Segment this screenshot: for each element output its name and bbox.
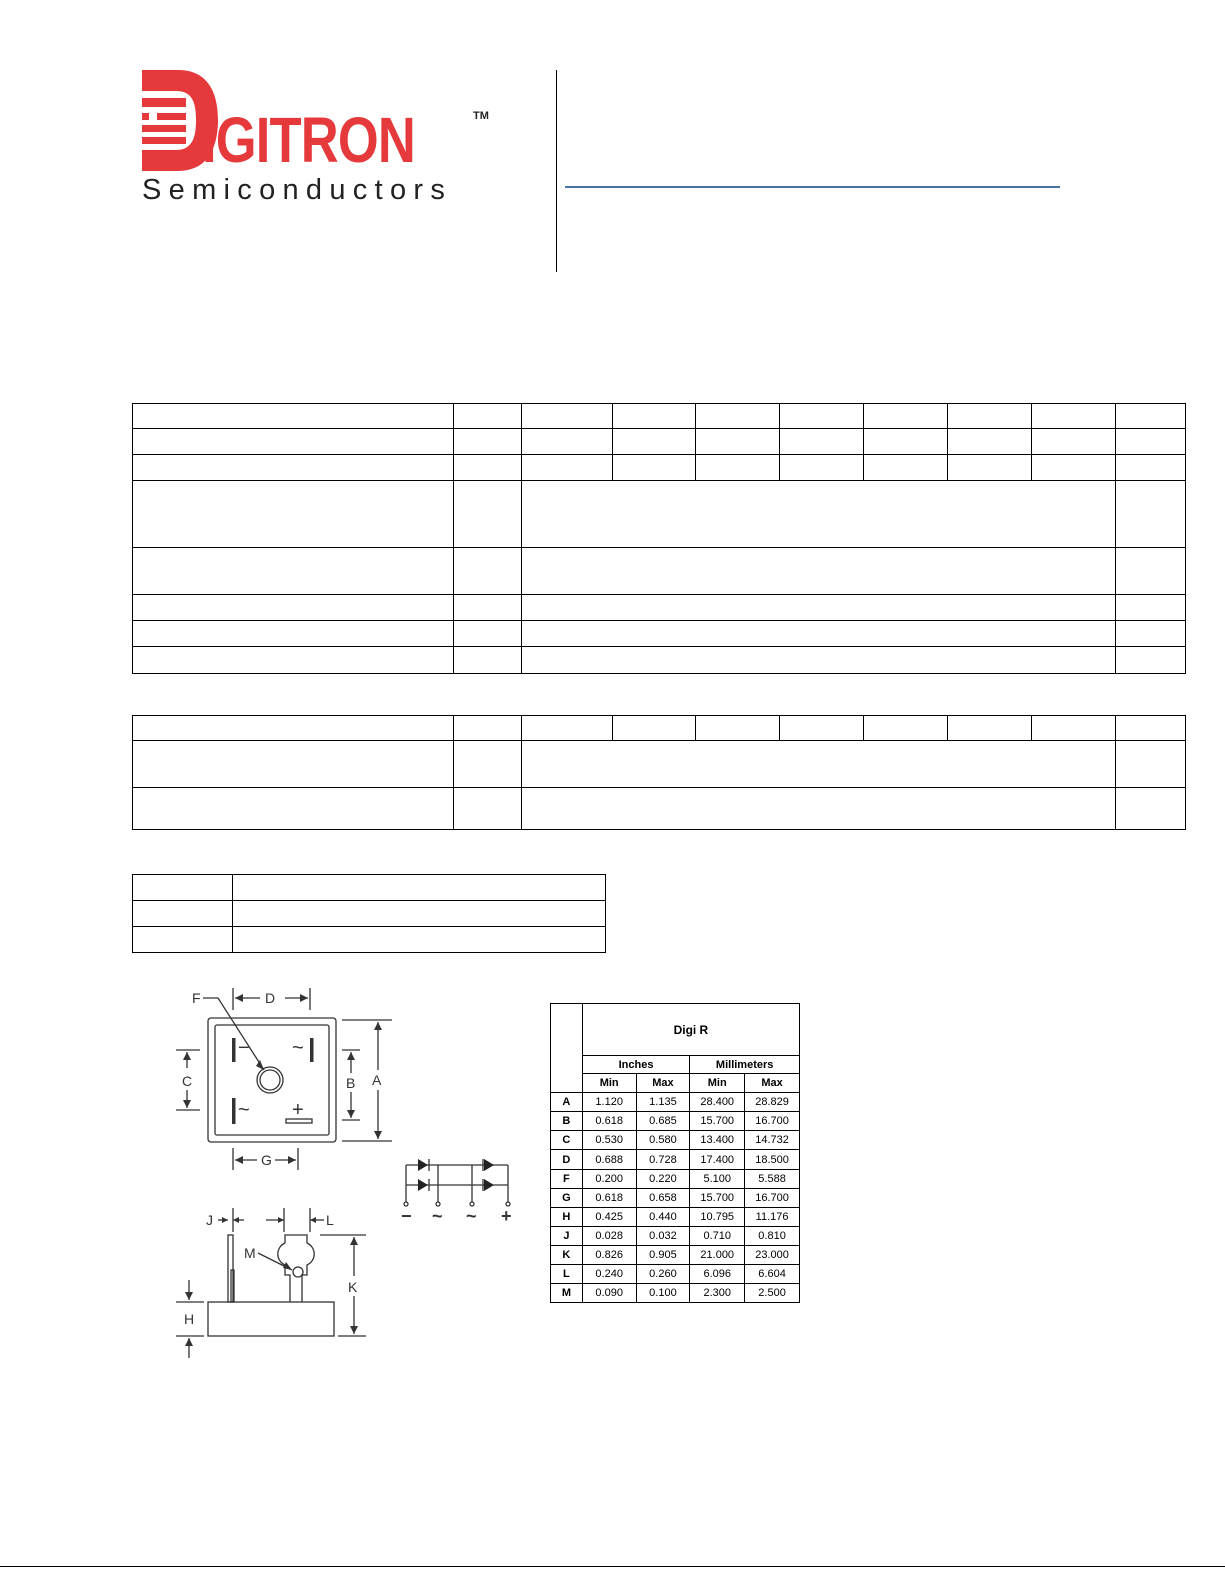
dimension-letter-cell: K bbox=[551, 1245, 583, 1264]
title-underline bbox=[565, 186, 1060, 188]
dimension-letter-cell: M bbox=[551, 1283, 583, 1302]
dim-m-label: M bbox=[244, 1245, 256, 1261]
dimension-letter-cell: D bbox=[551, 1150, 583, 1169]
table-row bbox=[133, 716, 1186, 741]
table-row bbox=[551, 1245, 800, 1264]
mm-min-cell: 15.700 bbox=[690, 1112, 745, 1131]
dim-a-label: A bbox=[372, 1072, 382, 1088]
mm-max-cell: 16.700 bbox=[745, 1112, 800, 1131]
dimension-letter-cell: H bbox=[551, 1207, 583, 1226]
diode-icon bbox=[484, 1159, 494, 1171]
mm-min-cell: 28.400 bbox=[690, 1093, 745, 1112]
dimension-letter-cell: F bbox=[551, 1169, 583, 1188]
table-row bbox=[133, 404, 1186, 429]
diode-icon bbox=[484, 1179, 494, 1191]
dimension-letter-cell: B bbox=[551, 1112, 583, 1131]
table-row bbox=[551, 1226, 800, 1245]
dimension-letter-cell: A bbox=[551, 1093, 583, 1112]
mm-min-cell: 10.795 bbox=[690, 1207, 745, 1226]
electrical-characteristics-table bbox=[132, 715, 1186, 830]
dim-g-label: G bbox=[261, 1152, 272, 1168]
dim-c-label: C bbox=[182, 1073, 193, 1089]
footer-rule bbox=[0, 1566, 1225, 1567]
inches-max-cell: 0.260 bbox=[636, 1264, 690, 1283]
dimension-letter-cell: J bbox=[551, 1226, 583, 1245]
mm-min-cell: 0.710 bbox=[690, 1226, 745, 1245]
blank-corner-cell bbox=[551, 1004, 583, 1093]
mm-max-cell: 6.604 bbox=[745, 1264, 800, 1283]
inches-max-cell: 1.135 bbox=[636, 1093, 690, 1112]
inches-max-cell: 0.685 bbox=[636, 1112, 690, 1131]
mm-min-cell: 15.700 bbox=[690, 1188, 745, 1207]
col-header-min: Min bbox=[582, 1074, 636, 1093]
table-row bbox=[133, 621, 1186, 647]
dim-l-label: L bbox=[326, 1212, 334, 1228]
dim-b-label: B bbox=[346, 1075, 356, 1091]
thermal-table bbox=[132, 874, 606, 953]
mm-max-cell: 5.588 bbox=[745, 1169, 800, 1188]
inches-min-cell: 0.826 bbox=[582, 1245, 636, 1264]
table-row bbox=[551, 1283, 800, 1302]
mm-max-cell: 2.500 bbox=[745, 1283, 800, 1302]
lead-ac-label: ~ bbox=[238, 1099, 250, 1121]
inches-max-cell: 0.440 bbox=[636, 1207, 690, 1226]
inches-min-cell: 0.530 bbox=[582, 1131, 636, 1150]
group-header-mm: Millimeters bbox=[690, 1056, 800, 1074]
table-row bbox=[133, 901, 606, 927]
logo-brand-text: IGITRON bbox=[202, 104, 415, 176]
inches-max-cell: 0.728 bbox=[636, 1150, 690, 1169]
package-outline-drawing bbox=[160, 980, 420, 1370]
col-header-min: Min bbox=[690, 1074, 745, 1093]
table-row bbox=[133, 481, 1186, 548]
inches-min-cell: 0.200 bbox=[582, 1169, 636, 1188]
dim-j-label: J bbox=[206, 1212, 213, 1228]
table-row bbox=[133, 741, 1186, 788]
table-row bbox=[133, 647, 1186, 674]
diode-icon bbox=[418, 1159, 428, 1171]
diode-icon bbox=[418, 1179, 428, 1191]
inches-max-cell: 0.100 bbox=[636, 1283, 690, 1302]
group-header-inches: Inches bbox=[582, 1056, 690, 1074]
table-row bbox=[133, 429, 1186, 455]
table-row bbox=[551, 1131, 800, 1150]
lead-minus-label: − bbox=[238, 1037, 250, 1059]
header-divider bbox=[556, 70, 557, 272]
table-row bbox=[551, 1150, 800, 1169]
inches-max-cell: 0.658 bbox=[636, 1188, 690, 1207]
inches-min-cell: 1.120 bbox=[582, 1093, 636, 1112]
dimension-letter-cell: C bbox=[551, 1131, 583, 1150]
inches-min-cell: 0.028 bbox=[582, 1226, 636, 1245]
table-row bbox=[551, 1207, 800, 1226]
bridge-rectifier-schematic bbox=[396, 1150, 522, 1230]
table-row bbox=[133, 875, 606, 901]
dim-k-label: K bbox=[348, 1279, 358, 1295]
dim-f-label: F bbox=[192, 990, 201, 1006]
table-row bbox=[551, 1112, 800, 1131]
table-row bbox=[551, 1264, 800, 1283]
dim-d-label: D bbox=[265, 990, 276, 1006]
mm-max-cell: 23.000 bbox=[745, 1245, 800, 1264]
col-header-max: Max bbox=[636, 1074, 690, 1093]
inches-min-cell: 0.618 bbox=[582, 1112, 636, 1131]
table-row bbox=[133, 548, 1186, 595]
terminal-ac-label: ~ bbox=[466, 1206, 477, 1226]
logo-trademark: TM bbox=[473, 110, 489, 122]
package-top-outer bbox=[208, 1018, 336, 1142]
lead-plus-label: + bbox=[292, 1099, 304, 1121]
inches-min-cell: 0.425 bbox=[582, 1207, 636, 1226]
mm-min-cell: 2.300 bbox=[690, 1283, 745, 1302]
table-title: Digi R bbox=[582, 1004, 799, 1056]
mm-max-cell: 28.829 bbox=[745, 1093, 800, 1112]
max-ratings-table bbox=[132, 403, 1186, 674]
inches-max-cell: 0.032 bbox=[636, 1226, 690, 1245]
inches-max-cell: 0.580 bbox=[636, 1131, 690, 1150]
mm-min-cell: 5.100 bbox=[690, 1169, 745, 1188]
mm-min-cell: 13.400 bbox=[690, 1131, 745, 1150]
inches-min-cell: 0.240 bbox=[582, 1264, 636, 1283]
table-row bbox=[551, 1093, 800, 1112]
mm-min-cell: 6.096 bbox=[690, 1264, 745, 1283]
mm-max-cell: 0.810 bbox=[745, 1226, 800, 1245]
dimension-letter-cell: L bbox=[551, 1264, 583, 1283]
col-header-max: Max bbox=[745, 1074, 800, 1093]
mm-max-cell: 18.500 bbox=[745, 1150, 800, 1169]
mm-min-cell: 17.400 bbox=[690, 1150, 745, 1169]
terminal-minus-label: − bbox=[401, 1206, 412, 1226]
table-row bbox=[551, 1169, 800, 1188]
mm-max-cell: 16.700 bbox=[745, 1188, 800, 1207]
logo-subtitle: Semiconductors bbox=[142, 174, 453, 206]
table-row bbox=[133, 927, 606, 953]
mm-min-cell: 21.000 bbox=[690, 1245, 745, 1264]
inches-min-cell: 0.618 bbox=[582, 1188, 636, 1207]
inches-min-cell: 0.090 bbox=[582, 1283, 636, 1302]
table-row bbox=[551, 1188, 800, 1207]
mm-max-cell: 14.732 bbox=[745, 1131, 800, 1150]
table-row bbox=[133, 788, 1186, 830]
inches-max-cell: 0.905 bbox=[636, 1245, 690, 1264]
dim-h-label: H bbox=[184, 1311, 195, 1327]
table-row bbox=[133, 455, 1186, 481]
dimension-letter-cell: G bbox=[551, 1188, 583, 1207]
terminal-ac-label: ~ bbox=[432, 1206, 443, 1226]
package-side-body bbox=[208, 1302, 334, 1336]
lead-ac-label: ~ bbox=[292, 1037, 304, 1059]
terminal-plus-label: + bbox=[501, 1206, 512, 1226]
digitron-logo bbox=[140, 68, 500, 208]
inches-max-cell: 0.220 bbox=[636, 1169, 690, 1188]
dimension-table bbox=[550, 1003, 800, 1303]
mounting-hole-icon bbox=[257, 1067, 283, 1093]
mm-max-cell: 11.176 bbox=[745, 1207, 800, 1226]
table-row bbox=[133, 595, 1186, 621]
inches-min-cell: 0.688 bbox=[582, 1150, 636, 1169]
